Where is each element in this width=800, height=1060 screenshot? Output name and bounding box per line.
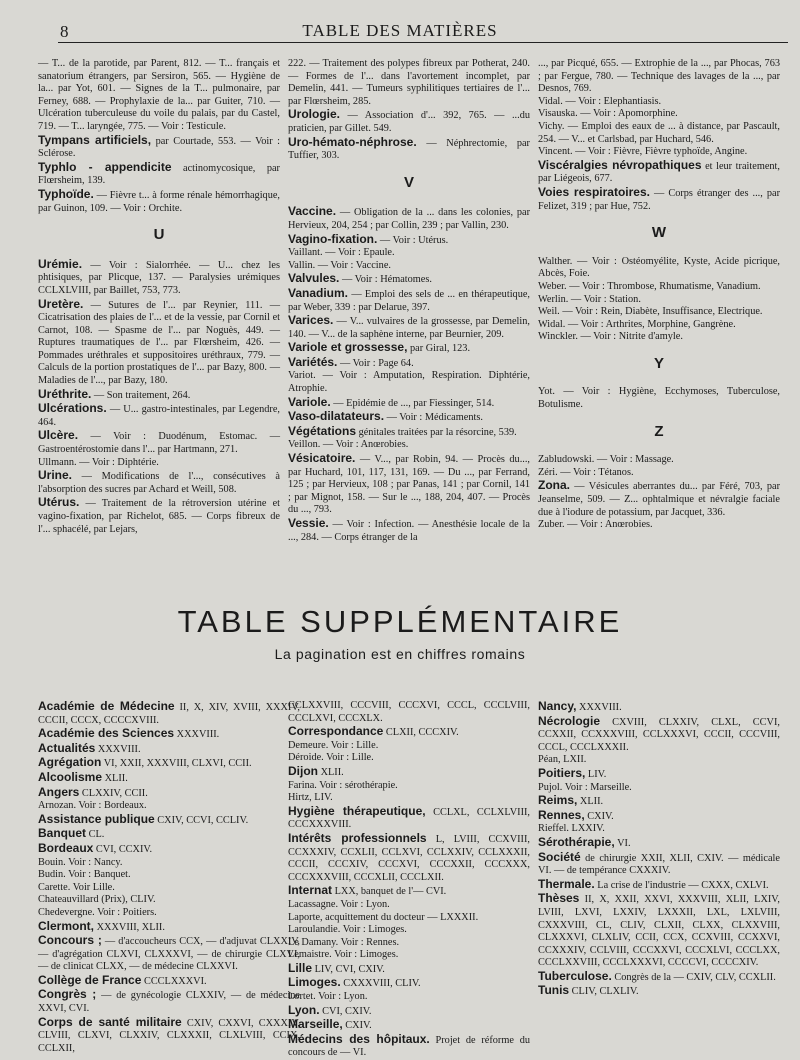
entry-text: — Voir : Infection. — Anesthésie locale de la ..., 284. — Corps étranger de la [288,519,530,543]
entry-keyword: Académie de Médecine [38,699,175,713]
index-entry [38,882,300,895]
section-letter: U [153,226,165,244]
index-entry [38,813,300,828]
index-entry [288,765,530,780]
index-entry [38,700,300,727]
index-entry [288,517,530,544]
entry-text: L, LVIII, CCXVIII, CCXXXIV, CCXLII, CCLXVI, CCLXXIV, CCLXXXII, CCCII, CCCXIV, CCCXVI, CCCXXII, CCCXXX, CCCXXXVIII, CCCXLII, CCCLXII. [288,833,530,883]
entry-keyword: Varices. [288,313,334,328]
entry-text: CLIV, CLXLIV. [569,986,639,998]
index-entry [538,58,780,96]
index-entry [38,388,280,403]
index-entry [38,827,300,842]
index-entry [38,842,300,857]
entry-text: — U... gastro-intestinales, par Legendre, 464. [38,404,280,428]
entry-text: — Voir : Page 64. [337,357,414,369]
index-entry [38,429,280,456]
entry-text: LIV. [585,768,607,780]
entry-text: 222. — Traitement des polypes fibreux par Potherat, 240. — Formes de l'... dans l'avortement incomplet, par Demelin, 441. — Tumeurs syphilitiques tertiaires de l'... par Flœrsheim, 285. [288,58,530,107]
index-entry [288,832,530,884]
entry-text: CLXII, CCCXIV. [383,727,459,739]
index-entry [38,786,300,801]
entry-text: par Courtade, 553. — Voir : Sclérose. [38,135,281,160]
index-entry [288,425,530,440]
entry-keyword: Marseille, [288,1017,343,1032]
entry-keyword: Collège de France [38,972,142,987]
entry-keyword: Végétations [288,423,357,438]
index-entry [538,306,780,319]
index-entry [38,920,300,935]
entry-text: Farina. Voir : sérothérapie. [288,779,398,791]
entry-text: — Son traitement, 264. [91,389,191,401]
index-entry [38,988,300,1015]
entry-text: — V... vulvaires de la grossesse, par Demelin, 140. — V... de la saphène interne, par Beurnier, 209. [288,316,530,340]
entry-keyword: Variole. [288,394,331,409]
entry-text: CCCLXXXVI. [141,975,207,987]
entry-text: — Néphrectomie, par Tuffier, 303. [288,137,530,162]
entry-text: — V..., par Robin, 94. — Procès du..., par Huchard, 101, 117, 131, 169. — Du ..., par Ferrand, 125 ; par Hervieux, 108 ; par Panas, 141 ; par Cornil, 141 ; par Mignot, 158. — Sur le ..., 188, 204, 407. — Procès du ..., 793. [288,454,530,516]
entry-keyword: Corps de santé militaire [38,1014,182,1029]
entry-text: II, X, XIV, XVIII, XXXIV, CCCII, CCCX, CCCCXVIII. [38,702,300,726]
entry-text: Projet de réforme du concours de — VI. [288,1034,530,1059]
index-entry [538,970,780,985]
entry-text: — Voir : Duodénum, Estomac. — Gastroentérostomie dans l'... par Hartmann, 271. [38,431,280,456]
index-entry [288,937,530,950]
entry-keyword: Voies respiratoires. [538,184,650,199]
entry-text: génitales traitées par la résorcine, 539. [356,426,517,438]
index-entry [538,519,780,532]
entry-keyword: Dijon [288,763,318,778]
entry-keyword: Correspondance [288,724,384,739]
entry-keyword: Vanadium. [288,285,349,300]
entry-text: — Voir : Utérus. [377,234,449,246]
entry-text: Vichy. — Emploi des eaux de ... à distance, par Pascault, 254. — V... et Carlsbad, par Huchard, 546. [538,120,780,145]
entry-text: VI, XXII, XXXVIII, CLXVI, CCII. [101,758,252,770]
entry-keyword: Intérêts professionnels [288,830,427,845]
index-entry [538,878,780,893]
index-entry [38,161,280,188]
entry-text: Laporte, acquittement du docteur — LXXXII. [288,911,479,923]
index-entry [288,700,530,725]
index-entry [38,469,280,496]
index-entry [288,136,530,163]
index-entry [38,727,300,742]
running-header [0,18,800,40]
entry-keyword: Sérothérapie, [538,834,615,849]
entry-text: CXVIII, CLXXIV, CLXL, CCVI, CCXXII, CCXXXVIII, CCLXXXVI, CCCII, CCCVIII, CCCL, CCCLXXXII. [538,716,780,753]
index-column-2 [288,58,530,544]
index-entry [288,396,530,411]
index-entry [538,319,780,332]
index-entry [288,247,530,260]
supplement-subtitle: La pagination est en chiffres romains [274,646,526,662]
entry-text: XLII. [102,772,128,784]
index-entry [288,805,530,832]
entry-text: Lacassagne. Voir : Lyon. [288,898,390,910]
entry-text: Lortet. Voir : Lyon. [288,991,368,1003]
entry-text: — Traitement de la rétroversion utérine et vagino-fixation, par Richelot, 685. — Corps fibreux de l'... sphacélé, par Lejars, [38,498,280,535]
supplement-column-1 [38,700,300,1055]
entry-text: Werlin. — Voir : Station. [538,293,641,305]
index-entry [38,134,280,161]
entry-text: Carette. Voir Lille. [38,881,115,893]
entry-keyword: Société [538,849,581,864]
entry-text: XLII. [577,796,604,808]
index-entry [288,58,530,108]
entry-text: Hirtz, LIV. [288,792,333,804]
index-column-3 [538,58,780,532]
index-column-1 [38,58,280,536]
section-letter: W [651,224,667,242]
index-entry [38,496,280,536]
entry-text: CVI, CCXIV. [93,843,153,855]
entry-text: Congrès de la — CXIV, CLV, CCXLII. [611,971,776,983]
entry-text: LXX, banquet de l'— CVI. [332,886,447,898]
index-entry [538,700,780,715]
index-entry [38,974,300,989]
index-entry [288,410,530,425]
index-entry [538,386,780,411]
entry-text: XXXVIII, XLII. [94,921,165,933]
entry-text: — Obligation de la ... dans les colonies, par Hervieux, 204, 254 ; par Collin, 239 ; par Vallin, 230. [288,207,530,231]
entry-keyword: Académie des Sciences [38,726,175,741]
section-letter: Z [654,422,664,440]
entry-text: Pujol. Voir : Marseille. [538,781,632,793]
index-entry [538,715,780,755]
entry-text: Lemaistre. Voir : Limoges. [288,949,399,961]
entry-keyword: Clermont, [38,918,95,933]
entry-text: II, X, XXII, XXVI, XXXVIII, XLII, LXIV, LVIII, LXVI, LXXIV, LXXXII, LXL, LXLVIII, CXXXVIII, CL, CLIV, CLXII, CLXX, CLXXVIII, CLXXXVI, CLXLIV, CCII, CCX, CCXVIII, CCXXVI, CCXXXIV, CCLVIII, CCCXXVI, CCCXLVI, CCCLXX, CCCLXXVIII, CCCLXXXVI, CCCCVI, CCCCXIV. [538,894,780,969]
entry-keyword: Agrégation [38,755,102,770]
index-entry [538,256,780,281]
entry-text: Chedevergne. Voir : Poitiers. [38,906,157,918]
entry-text: Budin. Voir : Banquet. [38,869,131,881]
index-entry [288,924,530,937]
index-entry [288,976,530,991]
entry-keyword: Actualités [38,740,96,755]
entry-text: CCLXL, CCLXLVIII, CCCXXXVIII. [288,806,530,831]
entry-keyword: Thèses [538,891,580,906]
entry-keyword: Ulcérations. [38,401,107,416]
entry-text: — Corps étranger des ..., par Felizet, 319 ; par Hue, 752. [538,187,780,212]
entry-keyword: Poitiers, [538,765,586,780]
entry-text: Rieffel. LXXIV. [538,823,605,835]
index-entry [288,452,530,517]
index-entry [288,949,530,962]
entry-text: Vaillant. — Voir : Epaule. [288,247,395,259]
entry-keyword: Tympans artificiels, [38,132,152,147]
index-entry [288,991,530,1004]
index-entry [538,121,780,146]
index-entry [38,771,300,786]
index-entry [538,836,780,851]
entry-keyword: Tunis [538,983,570,998]
entry-text: Veillon. — Voir : Anœrobies. [288,439,409,451]
entry-keyword: Vessie. [288,516,329,530]
entry-keyword: Uréthrite. [38,386,92,401]
index-entry [38,894,300,907]
index-entry [538,331,780,344]
index-entry [288,314,530,341]
index-entry [38,258,280,298]
entry-text: CVI, CXIV. [319,1005,372,1017]
entry-text: Déroide. Voir : Lille. [288,752,374,764]
entry-text: Yot. — Voir : Hygiène, Ecchymoses, Tuberculose, Botulisme. [538,386,780,411]
entry-text: — d'accoucheurs CCX, — d'adjuvat CLXXIV, — d'agrégation CLXVI, CLXXXVI, — de chirurgie CLXVI, — de clinicat CLXX, — de médecine CLXXVI. [38,936,300,973]
supplement-title: TABLE SUPPLÉMENTAIRE [177,604,623,639]
entry-text: CXIV. [342,1020,372,1032]
entry-keyword: Alcoolisme [38,769,103,784]
index-entry [288,341,530,356]
entry-text: — Modifications de l'..., consécutives à l'absorption des sucres par Achard et Weill, 508. [38,471,280,495]
entry-keyword: Uro-hémato-néphrose. [288,134,417,149]
index-entry [288,233,530,248]
entry-keyword: Hygiène thérapeutique, [288,803,426,818]
index-entry [538,851,780,878]
entry-keyword: Vaccine. [288,204,337,219]
entry-text: — Sutures de l'... par Reynier, 111. — Cicatrisation des plaies de l'... et de la vessie, par Cornil et Carnot, 108. — Spasme de l'... par Noguès, 449. — Ruptures traumatiques de l'... par Flœrsheim, 426. — Pommades uréthrales et suppositoires uréthraux, 779. — Calculs de la portion prostatiques de l'... par Bazy, 800. — Maladies de l'..., par Bazy, 180. [38,299,280,387]
index-entry [288,912,530,925]
index-entry [538,186,780,213]
entry-keyword: Banquet [38,826,86,841]
entry-keyword: Angers [38,784,80,799]
entry-text: — Epidémie de ..., par Fiessinger, 514. [330,397,495,409]
index-entry [538,159,780,186]
entry-text: — Voir : Hématomes. [339,274,432,286]
index-entry [288,962,530,977]
index-entry [538,794,780,809]
index-entry [38,857,300,870]
entry-text: — Emploi des sels de ... en thérapeutique, par Weber, 339 : par Delarue, 397. [288,288,530,313]
entry-text: Zéri. — Voir : Tétanos. [538,466,634,478]
index-entry [538,281,780,294]
entry-text: LIV, CVI, CXIV. [312,963,385,975]
entry-text: — T... de la parotide, par Parent, 812. — T... français et sanatorium étrangers, par Sersiron, 565. — Hygiène de la... par Yot, 601. — Signes de la T... pulmonaire, par Ferney, 688. — Prophylaxie de la... par Guiter, 710. — Ulcération tuberculeuse du voile du palais, par du Castel, 719. — T... laryngée, 775. — Voir : Testicule. [38,58,280,132]
entry-text: Chateauvillard (Prix), CLIV. [38,894,156,906]
index-entry [38,756,300,771]
index-entry [538,809,780,824]
index-entry [38,58,280,134]
index-entry [538,108,780,121]
index-entry [538,467,780,480]
index-entry [538,892,780,970]
entry-text: XLII. [318,766,344,778]
index-entry [288,1004,530,1019]
entry-text: — Fièvre t... à forme rénale hémorrhagique, par Guinon, 109. — Voir : Orchite. [38,189,280,214]
index-entry [38,869,300,882]
index-entry [288,725,530,740]
entry-keyword: Typhlo - appendicite [38,159,172,174]
entry-keyword: Utérus. [38,495,80,510]
entry-keyword: Internat [288,883,333,898]
entry-keyword: Urologie. [288,107,341,122]
entry-keyword: Typhoïde. [38,186,94,201]
entry-text: CL. [86,829,105,841]
entry-keyword: Urine. [38,468,73,483]
entry-text: actinomycosique, par Flœrsheim, 139. [38,162,280,187]
entry-text: — Association d'... 392, 765. — ...du praticien, par Gillet. 549. [288,110,530,134]
entry-text: par Giral, 123. [407,343,471,355]
entry-keyword: Valvules. [288,271,340,286]
index-entry [288,1033,530,1060]
entry-keyword: Nécrologie [538,713,601,728]
entry-keyword: Reims, [538,793,578,808]
entry-text: CCLXXVIII, CCCVIII, CCCXVI, CCCL, CCCLVIII, CCCLXVI, CCCXLX. [288,700,530,724]
entry-text: La crise de l'industrie — CXXX, CXLVI. [594,879,769,891]
index-entry [538,96,780,109]
entry-keyword: Urémie. [38,256,83,271]
entry-keyword: Variole et grossesse, [288,340,408,355]
entry-keyword: Zona. [538,478,570,493]
index-entry [288,752,530,765]
index-entry [38,402,280,429]
index-entry [288,272,530,287]
index-entry [288,740,530,753]
entry-keyword: Assistance publique [38,811,155,826]
entry-text: CXXXVIII, CLIV. [340,978,421,990]
index-entry [288,780,530,793]
index-entry [288,108,530,135]
index-entry [288,899,530,912]
entry-text: Vallin. — Voir : Vaccine. [288,259,391,271]
index-entry [38,1016,300,1056]
index-entry [288,356,530,371]
index-entry [38,457,280,470]
entry-text: Ullmann. — Voir : Diphtérie. [38,456,159,468]
entry-keyword: Vagino-fixation. [288,231,378,246]
entry-text: Vidal. — Voir : Elephantiasis. [538,95,662,107]
index-entry [538,294,780,307]
index-entry [288,884,530,899]
index-entry [38,742,300,757]
entry-text: Walther. — Voir : Ostéomyélite, Kyste, Acide picrique, Abcès, Foie. [538,255,780,280]
entry-text: XXXVIII. [576,702,622,713]
entry-keyword: Uretère. [38,296,84,311]
index-entry [288,370,530,395]
entry-text: de chirurgie XXII, XLII, CXIV. — médicale VI. — de tempérance CXXXIV. [538,852,780,877]
page-title: TABLE DES MATIÈRES [302,21,498,40]
entry-keyword: Congrès ; [38,987,97,1002]
entry-keyword: Lille [288,960,313,975]
supplement-column-2 [288,700,530,1060]
entry-text: CXIV. [584,810,614,822]
entry-text: — Voir : Sialorrhée. — U... chez les phtisiques, par Plicque, 137. — Paralysies urémiques CCLXLVIII, par Baillet, 753, 773. [38,259,280,296]
entry-text: — Vésicules aberrantes du... par Féré, 703, par Jeanselme, 509. — Z... ophtalmique et névralgie faciale due à l'iodure de potassium, par Jacquet, 336. [538,481,780,518]
entry-keyword: Vésicatoire. [288,451,356,466]
entry-text: Laroulandie. Voir : Limoges. [288,924,407,936]
entry-keyword: Bordeaux [38,840,94,855]
supplement-column-3 [538,700,780,999]
index-entry [288,287,530,314]
entry-keyword: Thermale. [538,876,595,891]
entry-text: XXXVIII. [95,743,141,755]
entry-keyword: Limoges. [288,975,341,990]
page-number: 8 [60,22,69,41]
entry-text: Le Damany. Voir : Rennes. [288,936,400,948]
entry-text: Péan, LXII. [538,754,587,766]
entry-text: CXIV, CCVI, CCLIV. [154,814,249,826]
entry-keyword: Lyon. [288,1002,320,1017]
entry-text: Weil. — Voir : Rein, Diabète, Insuffisance, Electrique. [538,306,763,318]
entry-text: Zabludowski. — Voir : Massage. [538,454,674,466]
entry-keyword: Rennes, [538,807,585,822]
entry-keyword: Concours ; [38,933,102,948]
entry-text: Vincent. — Voir : Fièvre, Fièvre typhoïde, Angine. [538,146,748,158]
entry-keyword: Vaso-dilatateurs. [288,409,385,424]
entry-text: XXXVIII. [174,729,220,741]
entry-keyword: Viscéralgies névropathiques [538,157,702,172]
entry-text: Visauska. — Voir : Apomorphine. [538,108,678,120]
entry-keyword: Médecins des hôpitaux. [288,1031,430,1046]
header-rule [58,42,788,43]
entry-text: Demeure. Voir : Lille. [288,739,379,751]
entry-text: Arnozan. Voir : Bordeaux. [38,800,147,812]
entry-keyword: Variétés. [288,354,338,369]
entry-text: Bouin. Voir : Nancy. [38,856,123,868]
entry-text: Zuber. — Voir : Anœrobies. [538,519,653,531]
section-letter: V [403,173,414,191]
index-entry [38,298,280,388]
entry-text: Widal. — Voir : Arthrites, Morphine, Gangrène. [538,318,736,330]
entry-keyword: Nancy, [538,699,577,713]
index-entry [288,1018,530,1033]
entry-text: ..., par Picqué, 655. — Extrophie de la ..., par Phocas, 763 ; par Fergue, 780. — Technique des lavages de la ..., par Desnos, 769. [538,58,780,95]
index-entry [538,984,780,999]
entry-keyword: Ulcère. [38,428,79,443]
index-entry [38,934,300,974]
entry-text: Weber. — Voir : Thrombose, Rhumatisme, Vanadium. [538,280,761,292]
section-letter: Y [653,354,664,372]
index-entry [38,188,280,215]
index-entry [288,205,530,232]
index-entry [538,479,780,519]
entry-text: CLXXIV, CCII. [79,787,148,799]
entry-text: Variot. — Voir : Amputation, Respiration. Diphtérie, Atrophie. [288,370,530,395]
entry-text: — Voir : Médicaments. [384,412,483,424]
index-entry [538,767,780,782]
entry-text: — de gynécologie CLXXIV, — de médecine XXVI, CVI. [38,990,300,1015]
entry-keyword: Tuberculose. [538,968,612,983]
index-entry [538,454,780,467]
entry-text: VI. [614,837,631,849]
entry-text: Winckler. — Voir : Nitrite d'amyle. [538,331,683,343]
entry-text: CXIV, CXXVI, CXXXIV, CLVIII, CLXVI, CLXXIV, CLXXXII, CLXLVIII, CCIX, CCLXII, [38,1017,300,1054]
entry-text: et leur traitement, par Liégeois, 677. [538,160,780,185]
